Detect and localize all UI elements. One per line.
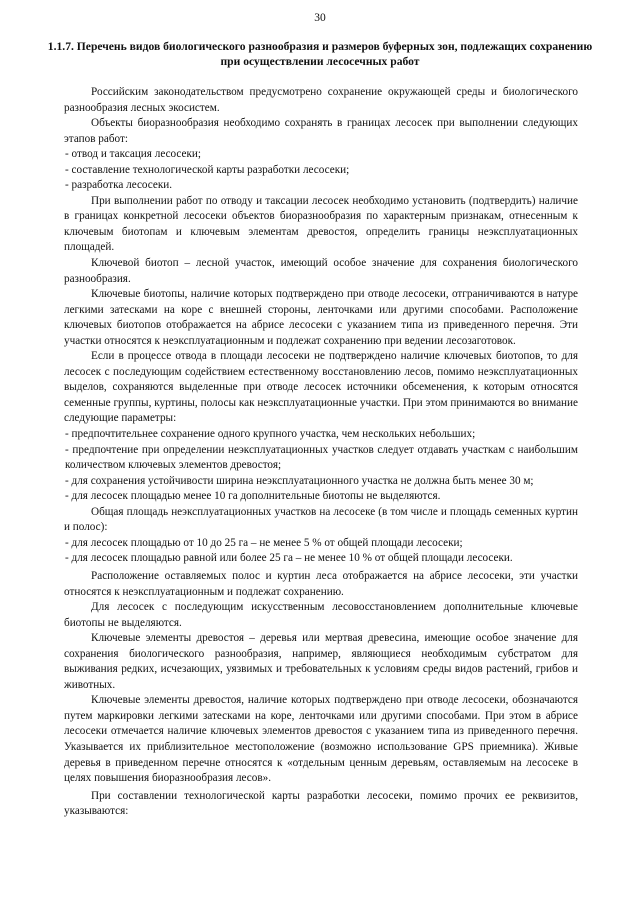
paragraph: Ключевые элементы древостоя – деревья или мертвая древесина, имеющие особое значение для сохранения биологического разнообразия, например, являющиеся необходимым субстратом для выживания редких, исчезающих, уязвимых и требовательных к условиям среды видов растений, грибов и животных. — [64, 632, 578, 691]
list-item: - составление технологической карты разработки лесосеки; — [65, 163, 350, 176]
paragraph: Ключевые биотопы, наличие которых подтверждено при отводе лесосеки, отграничиваются в натуре легкими затесками на коре с внешней стороны, ленточками или другими способами. Расположение ключевых биотопов отображается на абрисе лесосеки с указанием типа из приведенного перечня. Эти участки относятся к неэксплуатационным и подлежат сохранению при ведении лесозаготовок. — [64, 288, 578, 347]
list-item: - для сохранения устойчивости ширина неэксплуатационного участка не должна быть менее 30 м; — [65, 474, 534, 487]
paragraph: Российским законодательством предусмотрено сохранение окружающей среды и биологического разнообразия лесных экосистем. — [64, 86, 578, 114]
section-title: 1.1.7. Перечень видов биологического разнообразия и размеров буферных зон, подлежащих сохранению при осуществлении лесосечных работ — [47, 40, 593, 68]
paragraph: При составлении технологической карты разработки лесосеки, помимо прочих ее реквизитов, указываются: — [64, 789, 578, 818]
paragraph: Расположение оставляемых полос и куртин леса отображается на абрисе лесосеки, эти участки относятся к неэксплуатационным и подлежат сохранению. — [64, 569, 578, 598]
paragraph: Если в процессе отвода в площади лесосеки не подтверждено наличие ключевых биотопов, то для лесосек с последующим содействием естественному восстановлению лесов, помимо неэксплуатационных выделов, сохраняются выделенные при отводе лесосек источники обсеменения, к которым относятся семенные группы, куртины, полосы как неэксплуатационные участки. При этом принимаются во внимание следующие параметры: — [64, 350, 578, 425]
paragraph: Ключевой биотоп – лесной участок, имеющий особое значение для сохранения биологического разнообразия. — [64, 257, 578, 285]
list-item: - разработка лесосеки. — [65, 179, 173, 192]
paragraph: Объекты биоразнообразия необходимо сохранять в границах лесосек при выполнении следующих этапов работ: — [64, 117, 578, 145]
paragraph: Для лесосек с последующим искусственным лесовосстановлением дополнительные ключевые биотопы не выделяются. — [64, 601, 578, 629]
list-item: - предпочтение при определении неэксплуатационных участков следует отдавать участкам с наибольшим количеством ключевых элементов древостоя; — [65, 443, 578, 472]
list-item: - отвод и таксация лесосеки; — [65, 148, 202, 161]
list-item: - предпочтительнее сохранение одного крупного участка, чем нескольких небольших; — [65, 428, 476, 441]
paragraph: Ключевые элементы древостоя, наличие которых подтверждено при отводе лесосеки, обозначаются путем маркировки легкими затесками на коре, ленточками или другими способами. При этом в абрисе лесосеки отмечается наличие ключевых элементов древостоя с указанием типа из приведенного перечня. Указывается их приблизительное местоположение (возможно использование GPS приемника). Живые деревья в приведенном перечне относятся к «отдельным ценным деревьям, оставляемым на лесосеке в целях повышения биоразнообразия лесов». — [64, 694, 578, 785]
list-item: - для лесосек площадью от 10 до 25 га – не менее 5 % от общей площади лесосеки; — [65, 536, 463, 549]
paragraph: При выполнении работ по отводу и таксации лесосек необходимо установить (подтвердить) наличие в границах конкретной лесосеки объектов биоразнообразия по характерным признакам, отнесенным к ключевым биотопам и ключевым элементам древостоя, определить границы неэксплуатационных площадей. — [64, 194, 578, 254]
paragraph: Общая площадь неэксплуатационных участков на лесосеке (в том числе и площадь семенных куртин и полос): — [64, 505, 578, 534]
list-item: - для лесосек площадью менее 10 га дополнительные биотопы не выделяются. — [65, 490, 441, 503]
list-item: - для лесосек площадью равной или более 25 га – не менее 10 % от общей площади лесосеки. — [65, 552, 513, 565]
document-body — [64, 85, 578, 820]
page-number: 30 — [314, 12, 326, 24]
